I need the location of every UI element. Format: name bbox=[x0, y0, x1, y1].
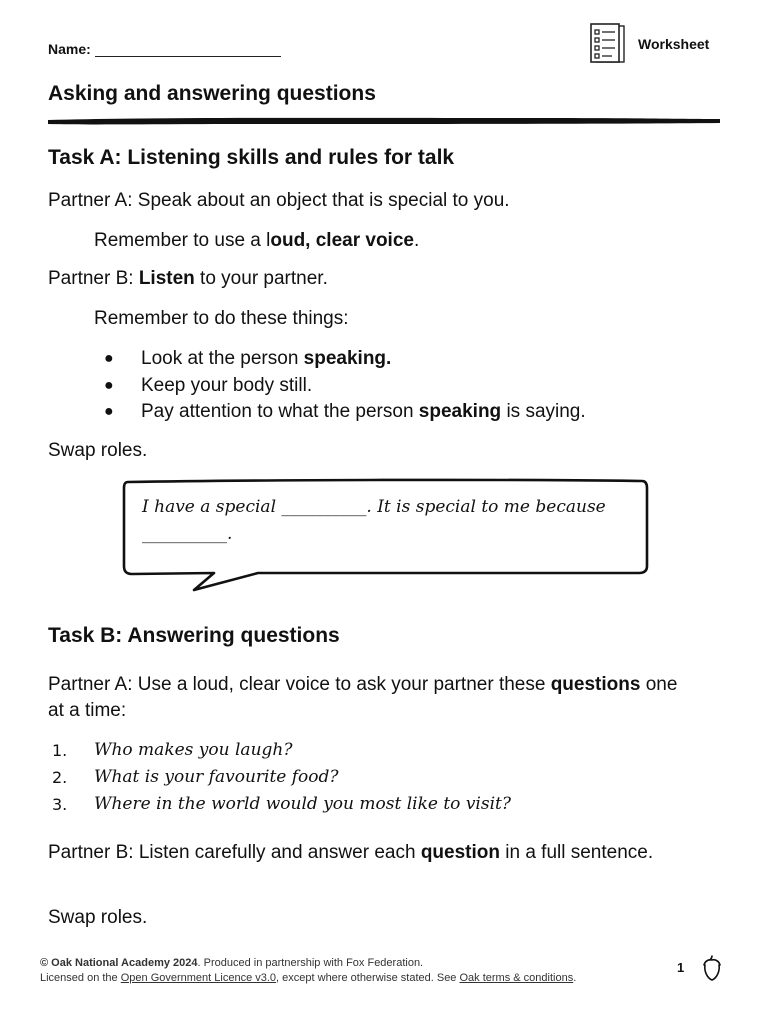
speech-bubble-text: I have a special __________. It is special to me because __________. bbox=[142, 497, 606, 544]
task-b-swap-roles: Swap roles. bbox=[48, 907, 148, 928]
list-item: ● Pay attention to what the person speaking is saying. bbox=[104, 401, 586, 422]
task-a-partner-b: Partner B: Listen to your partner. bbox=[48, 268, 328, 289]
acorn-icon bbox=[700, 954, 724, 982]
page-number: 1 bbox=[677, 960, 685, 975]
task-a-remember-things: Remember to do these things: bbox=[94, 308, 349, 329]
name-label: Name: bbox=[48, 41, 91, 57]
task-b-heading: Task B: Answering questions bbox=[48, 624, 340, 647]
listening-rules-list bbox=[104, 346, 586, 426]
worksheet-label: Worksheet bbox=[638, 36, 710, 52]
footer bbox=[40, 956, 576, 986]
task-a-swap-roles: Swap roles. bbox=[48, 440, 148, 461]
task-a-reminder: Remember to use a loud, clear voice. bbox=[94, 230, 420, 251]
licence-link[interactable]: Open Government Licence v3.0 bbox=[120, 972, 277, 984]
task-a-heading: Task A: Listening skills and rules for talk bbox=[48, 146, 455, 169]
task-b-partner-a: Partner A: Use a loud, clear voice to ask your partner these questions one at a time: bbox=[48, 674, 678, 721]
footer-line-2: Licensed on the Open Government Licence v3.0, except where otherwise stated. See Oak terms & conditions. bbox=[40, 972, 577, 984]
name-input-line[interactable] bbox=[95, 36, 281, 57]
title-underline bbox=[46, 115, 722, 127]
footer-line-1: © Oak National Academy 2024. Produced in partnership with Fox Federation. bbox=[40, 957, 424, 969]
page-title: Asking and answering questions bbox=[48, 82, 376, 105]
list-item: ● Look at the person speaking. bbox=[104, 348, 392, 369]
list-item: ● Keep your body still. bbox=[104, 374, 313, 396]
name-field-row bbox=[48, 36, 281, 57]
worksheet-icon bbox=[588, 22, 628, 66]
task-b-partner-b: Partner B: Listen carefully and answer each question in a full sentence. bbox=[48, 842, 654, 863]
task-a-partner-a: Partner A: Speak about an object that is special to you. bbox=[48, 190, 510, 211]
list-item: 3. Where in the world would you most like to visit? bbox=[52, 794, 511, 814]
terms-link[interactable]: Oak terms & conditions bbox=[459, 972, 574, 984]
worksheet-tag bbox=[588, 22, 709, 66]
questions-list bbox=[52, 737, 511, 818]
list-item: 2. What is your favourite food? bbox=[52, 767, 339, 787]
list-item: 1. Who makes you laugh? bbox=[52, 740, 293, 760]
